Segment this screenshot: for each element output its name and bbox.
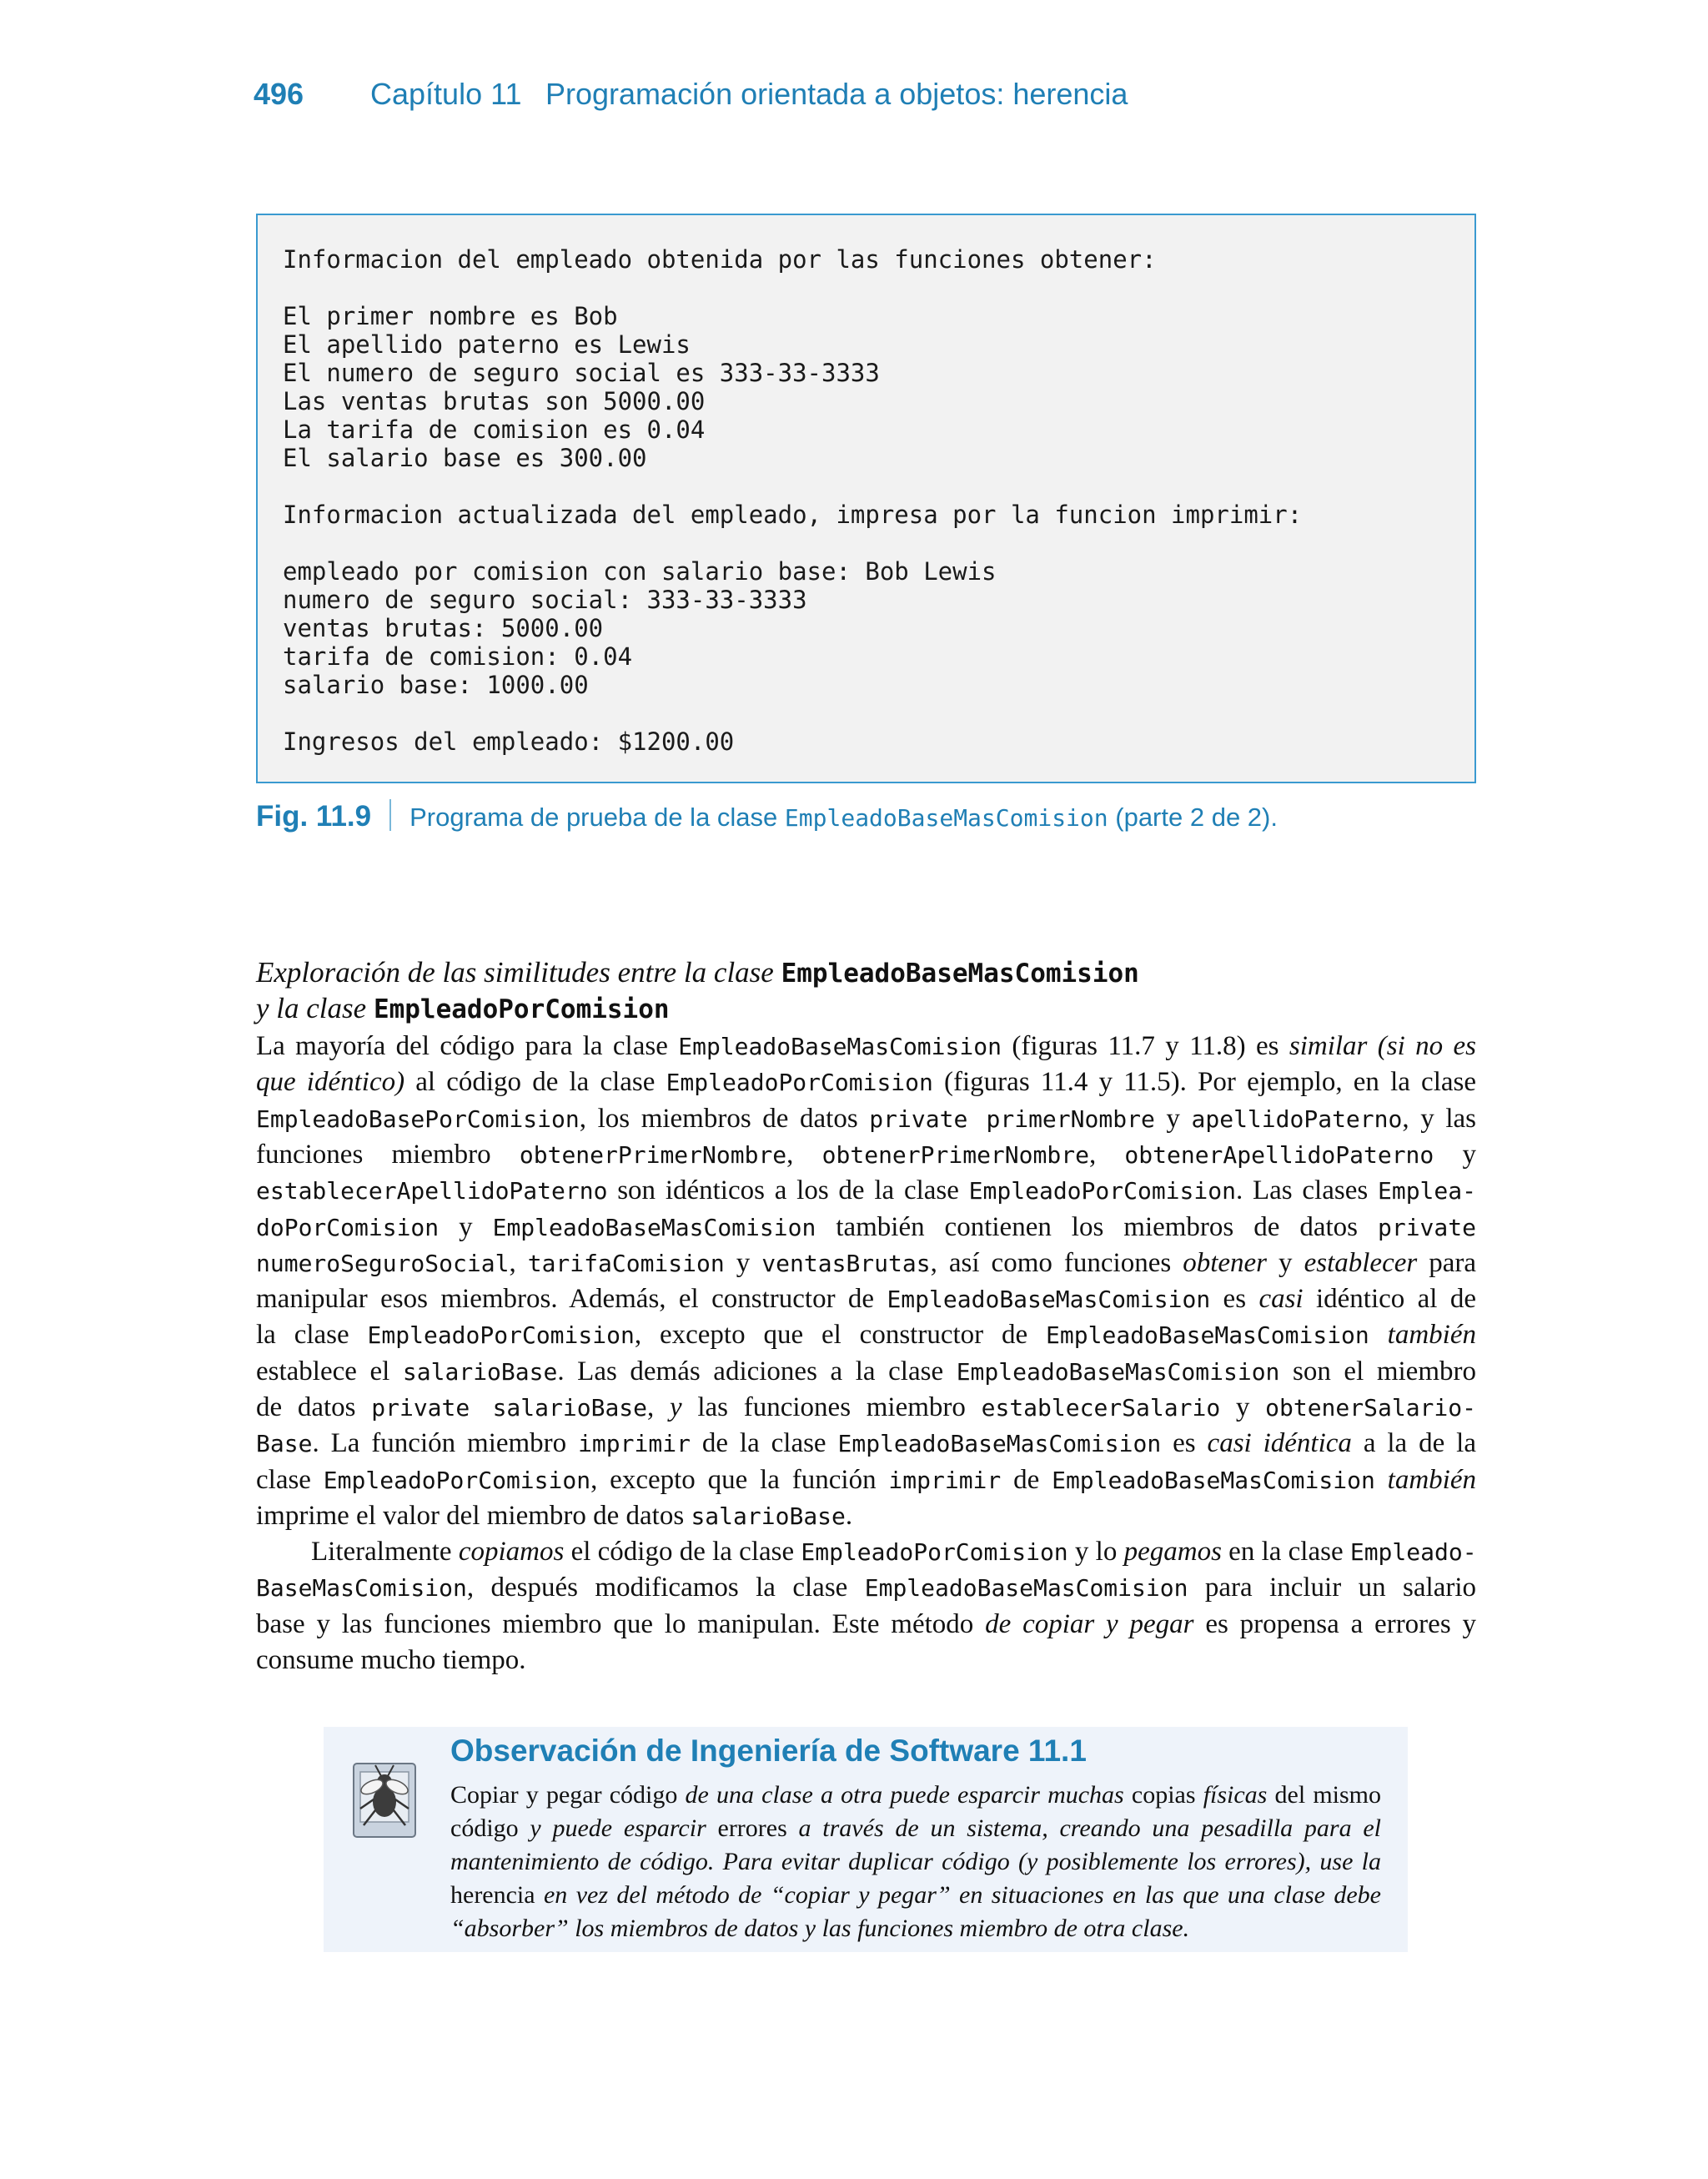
text-line (256, 1316, 1476, 1353)
program-output-box (256, 214, 1476, 783)
text-line (450, 1912, 1381, 1945)
caption-code: EmpleadoBaseMasComision (784, 804, 1108, 832)
text-line (256, 1389, 1476, 1426)
text-run: herencia (450, 1881, 544, 1909)
text-line (256, 1606, 1476, 1643)
text-run: es (1161, 1428, 1208, 1459)
output-line: La tarifa de comision es 0.04 (283, 415, 706, 444)
text-run: La mayoría del código para la clase (256, 1031, 679, 1061)
text-line (450, 1879, 1381, 1912)
emphasis-text: de copiar y pegar (985, 1608, 1194, 1639)
text-run: manipular esos miembros. Además, el constructor de (256, 1284, 887, 1315)
text-run: , y las (1402, 1103, 1476, 1134)
output-line: Ingresos del empleado: $1200.00 (283, 727, 735, 756)
text-run: de (1001, 1464, 1052, 1495)
text-run: en la clase (1221, 1537, 1350, 1567)
output-line: El salario base es 300.00 (283, 444, 647, 472)
text-run: es propensa a errores y (1193, 1608, 1476, 1639)
page-number: 496 (254, 77, 304, 111)
text-line (256, 1064, 1476, 1100)
text-run: es (1210, 1284, 1259, 1315)
text-run: de datos (256, 1392, 372, 1422)
text-run: (figuras 11.4 y 11.5). Por ejemplo, en la clase (932, 1067, 1476, 1098)
chapter-title: Programación orientada a objetos: herencia (545, 77, 1128, 111)
inline-code: EmpleadoBaseMasComision (887, 1286, 1211, 1314)
text-line (256, 1353, 1476, 1390)
text-run: y (724, 1247, 762, 1278)
text-line (450, 1845, 1381, 1879)
output-line: Las ventas brutas son 5000.00 (283, 387, 706, 415)
text-run: errores (706, 1814, 799, 1842)
text-run: copias (1123, 1781, 1203, 1809)
text-line (450, 1779, 1381, 1812)
output-line: Informacion actualizada del empleado, impresa por la funcion imprimir: (283, 501, 1303, 529)
text-run: . Las clases (1235, 1175, 1378, 1206)
output-line: El primer nombre es Bob (283, 302, 618, 330)
inline-code: EmpleadoPorComision (968, 1177, 1236, 1205)
section-heading-code: EmpleadoPorComision (373, 994, 670, 1024)
emphasis-text: obtener (1183, 1247, 1268, 1278)
emphasis-text: mantenimiento de código. Para evitar duplicar código (y posiblemente los errores), use la (450, 1848, 1381, 1875)
observation-title: Observación de Ingeniería de Software 11.1 (450, 1734, 1087, 1768)
text-line (256, 1497, 1476, 1534)
inline-code: private salarioBase (371, 1394, 648, 1422)
text-run: Copiar y pegar código (450, 1781, 686, 1809)
inline-code: imprimir (888, 1466, 1002, 1494)
text-run: clase (256, 1464, 324, 1495)
section-heading-line-2 (256, 992, 1507, 1025)
text-run: para incluir un salario (1188, 1573, 1477, 1603)
text-run: y (1154, 1103, 1192, 1134)
inline-code: apellidoPaterno (1191, 1105, 1403, 1133)
text-run: también contienen los miembros de datos (816, 1211, 1378, 1242)
text-run: y (1434, 1139, 1476, 1170)
inline-code: private primerNombre (869, 1105, 1155, 1133)
emphasis-text: de una clase a otra puede esparcir muchas (685, 1781, 1124, 1809)
inline-code: Emplea- (1377, 1177, 1476, 1205)
inline-code: ventasBrutas (761, 1249, 931, 1277)
text-run: , (1088, 1139, 1125, 1170)
text-run: código (450, 1814, 530, 1842)
emphasis-text: también (1387, 1320, 1476, 1351)
text-run: del mismo (1267, 1781, 1381, 1809)
text-run: para (1417, 1247, 1477, 1278)
emphasis-text: físicas (1203, 1781, 1268, 1809)
text-run: , excepto que el constructor de (634, 1320, 1047, 1351)
text-run: Literalmente (311, 1537, 459, 1567)
chapter-label: Capítulo 11 (370, 77, 522, 111)
text-run: , (786, 1139, 822, 1170)
text-line (256, 1209, 1476, 1246)
text-run: imprime el valor del miembro de datos (256, 1500, 691, 1531)
inline-code: tarifaComision (527, 1249, 725, 1277)
text-line (311, 1533, 1476, 1570)
emphasis-text: copiamos (458, 1537, 565, 1567)
text-line (256, 1642, 1476, 1678)
section-heading-code: EmpleadoBaseMasComision (781, 959, 1139, 989)
text-line (256, 1281, 1476, 1317)
inline-code: EmpleadoPorComision (666, 1069, 933, 1097)
text-run: , los miembros de datos (579, 1103, 870, 1134)
caption-divider (389, 799, 391, 831)
inline-code: EmpleadoBaseMasComision (492, 1213, 816, 1241)
inline-code: numeroSeguroSocial (256, 1249, 510, 1277)
text-run: establece el (256, 1356, 403, 1386)
inline-code: establecerSalario (981, 1394, 1221, 1422)
inline-code: EmpleadoBaseMasComision (837, 1430, 1162, 1458)
inline-code: Base (256, 1430, 313, 1458)
inline-code: EmpleadoBaseMasComision (1052, 1466, 1375, 1494)
emphasis-text: en vez del método de “copiar y pegar” en situaciones en las que una clase debe (543, 1881, 1381, 1909)
inline-code: obtenerApellidoPaterno (1124, 1140, 1434, 1169)
text-run: al código de la clase (404, 1067, 666, 1098)
text-run: y (1267, 1247, 1304, 1278)
text-run: la clase (256, 1320, 368, 1351)
inline-code: EmpleadoPorComision (323, 1466, 591, 1494)
text-run: base y las funciones miembro que lo manipulan. Este método (256, 1608, 986, 1639)
text-run: , excepto que la función (590, 1464, 889, 1495)
emphasis-text: establecer (1304, 1247, 1418, 1278)
text-run: , después modificamos la clase (466, 1573, 865, 1603)
bug-icon (339, 1754, 430, 1845)
inline-code: establecerApellidoPaterno (256, 1177, 608, 1205)
text-run: y (1220, 1392, 1266, 1422)
inline-code: BaseMasComision (256, 1574, 467, 1603)
output-line: El apellido paterno es Lewis (283, 330, 691, 359)
text-line (256, 1028, 1476, 1064)
output-line: ventas brutas: 5000.00 (283, 614, 604, 642)
text-line (256, 1425, 1476, 1462)
emphasis-text: y (669, 1392, 682, 1422)
emphasis-text: y puede esparcir (530, 1814, 706, 1842)
text-run: , (509, 1247, 528, 1278)
text-run: de la clase (690, 1428, 838, 1459)
text-line (256, 1569, 1476, 1606)
text-run: idéntico al de (1303, 1284, 1476, 1315)
emphasis-text: casi idéntica (1207, 1428, 1352, 1459)
figure-caption (256, 799, 1507, 833)
text-line (450, 1812, 1381, 1845)
text-line (256, 1100, 1476, 1137)
emphasis-text: pegamos (1123, 1537, 1222, 1567)
text-run: . Las demás adiciones a la clase (557, 1356, 957, 1386)
text-run: , (647, 1392, 670, 1422)
inline-code: Empleado- (1349, 1538, 1477, 1566)
inline-code: EmpleadoBaseMasComision (678, 1033, 1002, 1060)
text-run: y (439, 1211, 493, 1242)
section-heading-text: y la clase (256, 992, 374, 1024)
software-engineering-observation (324, 1727, 1408, 1952)
text-run: son el miembro (1279, 1356, 1476, 1386)
text-run (1369, 1320, 1388, 1350)
figure-label: Fig. 11.9 (256, 800, 372, 833)
text-run: a la de la (1351, 1428, 1476, 1459)
emphasis-text: similar (si no es (1289, 1031, 1477, 1061)
inline-code: EmpleadoBaseMasComision (1046, 1321, 1369, 1350)
output-line: El numero de seguro social es 333-33-3333 (283, 359, 880, 387)
inline-code: obtenerPrimerNombre (821, 1140, 1089, 1169)
text-run: funciones miembro (256, 1139, 520, 1170)
inline-code: salarioBase (691, 1502, 846, 1530)
emphasis-text: que idéntico) (256, 1067, 405, 1098)
text-run: las funciones miembro (681, 1392, 982, 1422)
inline-code: obtenerSalario- (1265, 1394, 1476, 1422)
inline-code: imprimir (578, 1430, 691, 1458)
output-line: empleado por comision con salario base: Bob Lewis (283, 557, 997, 586)
text-run: son idénticos a los de la clase (607, 1175, 969, 1206)
caption-text: Programa de prueba de la clase (409, 803, 785, 832)
output-line: tarifa de comision: 0.04 (283, 642, 633, 671)
emphasis-text: casi (1258, 1284, 1304, 1315)
text-run: . La función miembro (312, 1428, 579, 1459)
text-run (1375, 1465, 1388, 1495)
section-heading-line-1 (256, 956, 1507, 989)
text-run: (figuras 11.7 y 11.8) es (1001, 1031, 1289, 1061)
text-line (256, 1136, 1476, 1173)
text-run: , así como funciones (930, 1247, 1183, 1278)
text-line (256, 1462, 1476, 1498)
output-line: Informacion del empleado obtenida por las funciones obtener: (283, 245, 1157, 274)
text-run: y lo (1068, 1537, 1124, 1567)
emphasis-text: también (1387, 1464, 1476, 1495)
inline-code: EmpleadoPorComision (367, 1321, 635, 1350)
emphasis-text: “absorber” los miembros de datos y las funciones miembro de otra clase. (450, 1915, 1190, 1942)
inline-code: EmpleadoBaseMasComision (956, 1357, 1280, 1386)
text-run: consume mucho tiempo. (256, 1644, 526, 1675)
inline-code: salarioBase (402, 1357, 558, 1386)
text-run: . (845, 1500, 853, 1531)
text-line (256, 1172, 1476, 1209)
output-line: numero de seguro social: 333-33-3333 (283, 586, 807, 614)
text-line (256, 1245, 1476, 1281)
output-line: salario base: 1000.00 (283, 671, 589, 699)
inline-code: EmpleadoBaseMasComision (864, 1574, 1188, 1603)
emphasis-text: a través de un sistema, creando una pesadilla para el (798, 1814, 1381, 1842)
inline-code: obtenerPrimerNombre (519, 1140, 787, 1169)
inline-code: EmpleadoBasePorComision (256, 1105, 580, 1133)
inline-code: EmpleadoPorComision (801, 1538, 1068, 1566)
caption-suffix: (parte 2 de 2). (1108, 803, 1278, 832)
section-heading-text: Exploración de las similitudes entre la clase (256, 956, 781, 989)
inline-code: private (1377, 1213, 1476, 1241)
inline-code: doPorComision (256, 1213, 440, 1241)
text-run: el código de la clase (564, 1537, 801, 1567)
